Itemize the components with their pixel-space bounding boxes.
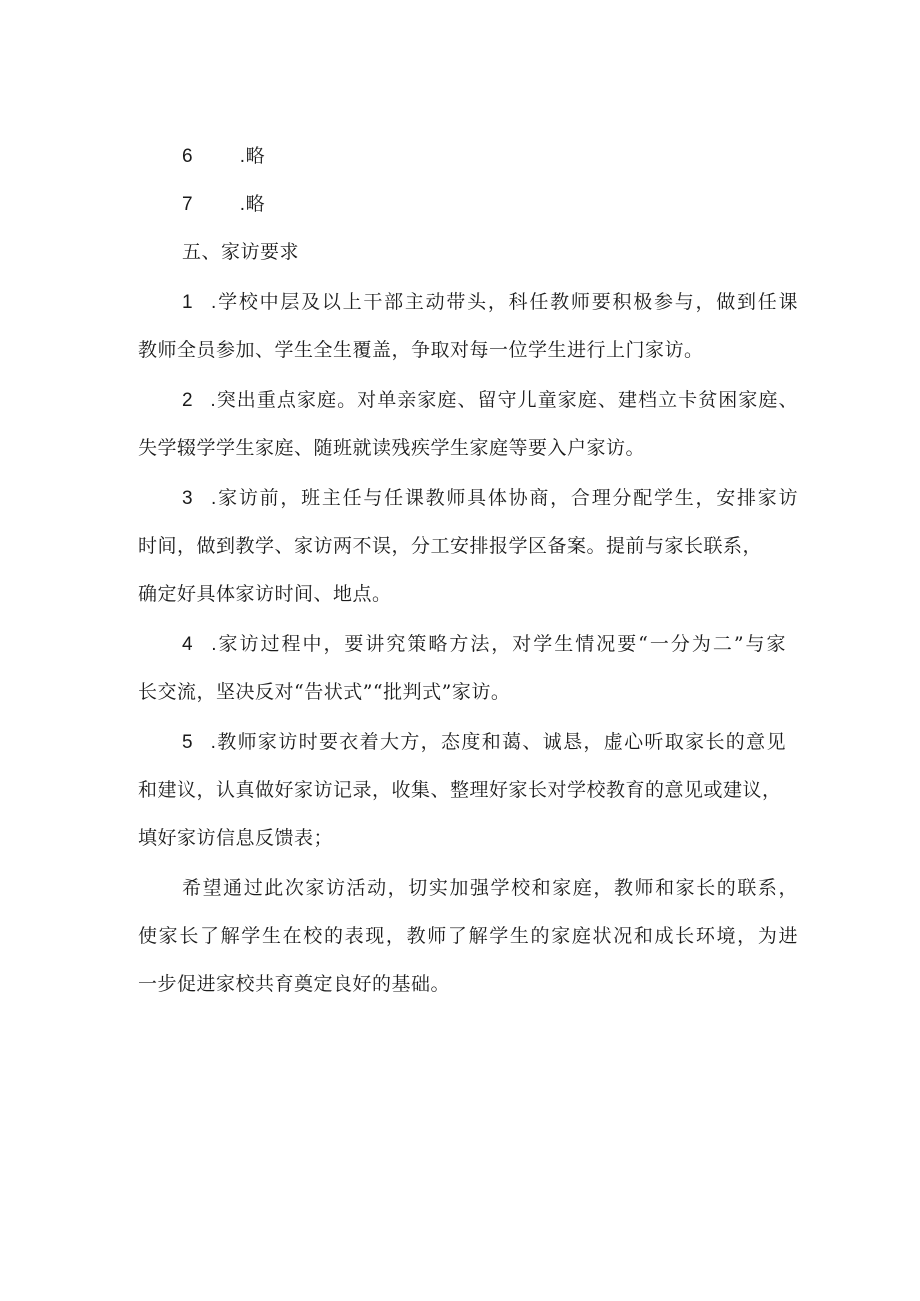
requirement-dot: . [204,292,217,313]
item-number: 6 [182,146,194,167]
requirement-2-line-1 [182,388,798,413]
requirement-dot: . [204,634,218,655]
requirement-dot: . [204,732,217,753]
item-dot: . [234,194,246,215]
item-text: 略 [245,193,266,215]
requirement-text: 突出重点家庭。对单亲家庭、留守儿童家庭、建档立卡贫困家庭、 [216,389,798,411]
section-heading: 五、家访要求 [182,241,300,263]
requirement-dot: . [204,390,217,411]
requirement-text: 家访前，班主任与任课教师具体协商，合理分配学生，安排家访 [216,487,798,509]
requirement-1-line-2: 教师全员参加、学生全生覆盖，争取对每一位学生进行上门家访。 [138,339,704,361]
requirement-3-line-3: 确定好具体家访时间、地点。 [138,583,392,605]
item-text: 略 [245,145,266,167]
item-dot: . [234,146,246,167]
requirement-number: 3 [182,488,194,509]
item-7 [182,192,842,217]
requirement-4-line-2: 长交流，坚决反对“告状式”“批判式”家访。 [138,681,511,703]
requirement-number: 5 [182,732,194,753]
requirement-4-line-1 [182,632,786,657]
closing-line-2: 使家长了解学生在校的表现，教师了解学生的家庭状况和成长环境，为进 [138,925,798,947]
requirement-number: 2 [182,390,194,411]
requirement-5-line-3: 填好家访信息反馈表； [138,827,334,849]
requirement-2-line-2: 失学辍学学生家庭、随班就读残疾学生家庭等要入户家访。 [138,437,646,459]
requirement-3-line-2: 时间，做到教学、家访两不误，分工安排报学区备案。提前与家长联系， [138,535,763,557]
requirement-3-line-1 [182,486,798,511]
closing-line-1: 希望通过此次家访活动，切实加强学校和家庭，教师和家长的联系， [182,877,798,899]
requirement-5-line-1 [182,730,786,755]
requirement-text: 家访过程中，要讲究策略方法，对学生情况要“一分为二”与家 [217,633,786,655]
requirement-1-line-1 [182,290,798,315]
closing-line-3: 一步促进家校共育奠定良好的基础。 [138,973,451,995]
requirement-number: 1 [182,292,194,313]
item-number: 7 [182,194,194,215]
requirement-dot: . [204,488,217,509]
requirement-text: 学校中层及以上干部主动带头，科任教师要积极参与，做到任课 [216,291,798,313]
requirement-5-line-2: 和建议，认真做好家访记录，收集、整理好家长对学校教育的意见或建议， [138,779,782,801]
requirement-text: 教师家访时要衣着大方，态度和蔼、诚恳，虚心听取家长的意见 [216,731,786,753]
item-6 [182,144,842,169]
requirement-number: 4 [182,634,194,655]
